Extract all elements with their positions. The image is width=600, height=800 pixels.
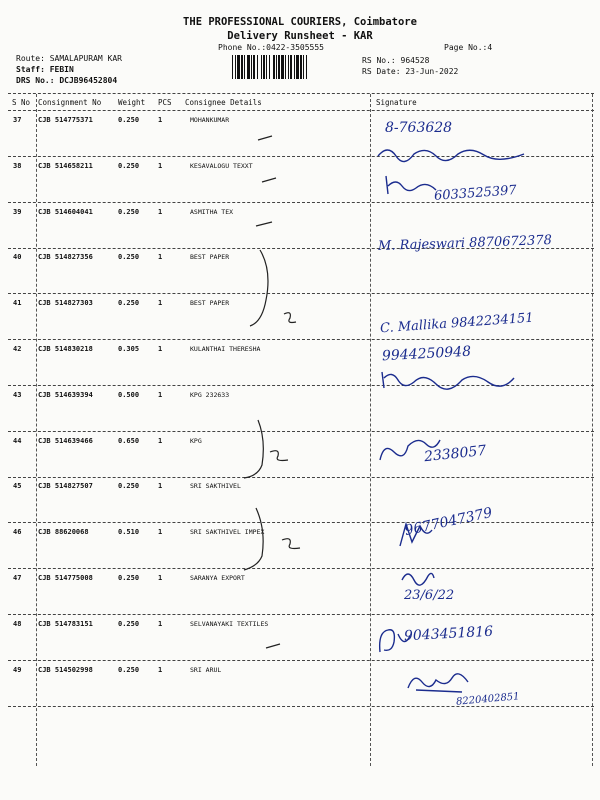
page-number: Page No.:4 [444,43,493,52]
col-signature: Signature [376,98,417,107]
bracket-2-mark [282,539,300,549]
consignment-number: CJB 514827303 [38,299,93,307]
consignee-name: SARANYA EXPORT [190,574,245,582]
serial-number: 45 [13,482,22,490]
serial-number: 49 [13,666,22,674]
bracket-2-mark [270,451,288,461]
bracket-mark [250,250,268,326]
weight-value: 0.250 [118,208,140,216]
signature-37-number: 8-763628 [385,120,453,136]
weight-value: 0.250 [118,299,140,307]
runsheet-title: Delivery Runsheet - KAR [227,30,373,42]
serial-number: 40 [13,253,22,261]
pieces-count: 1 [158,162,163,170]
col-consignee: Consignee Details [185,98,262,107]
consignee-name: SRI SAKTHIVEL [190,482,241,490]
pieces-count: 1 [158,482,163,490]
weight-value: 0.250 [118,253,140,261]
weight-value: 0.250 [118,116,140,124]
consignee-name: KPG 232633 [190,391,230,399]
phone-number: Phone No.:0422-3505555 [218,43,324,52]
rs-number: RS No.: 964528 [362,56,430,65]
pen-dash-mark [262,178,276,182]
col-pcs: PCS [158,98,172,107]
drs-number: DRS No.: DCJB96452804 [16,76,118,85]
weight-value: 0.250 [118,666,140,674]
consignment-number: CJB 514775008 [38,574,93,582]
consignment-number: CJB 514827356 [38,253,93,261]
consignee-name: SRI ARUL [190,666,222,674]
col-sno: S No [12,98,31,107]
consignee-name: BEST PAPER [190,253,230,261]
pieces-count: 1 [158,437,163,445]
pieces-count: 1 [158,208,163,216]
consignment-number: CJB 514830218 [38,345,93,353]
consignee-name: ASMITHA TEX [190,208,234,216]
weight-value: 0.500 [118,391,140,399]
pieces-count: 1 [158,299,163,307]
consignee-name: SELVANAYAKI TEXTILES [190,620,269,628]
pieces-count: 1 [158,345,163,353]
weight-value: 0.250 [118,620,140,628]
signature-38-number: 6033525397 [433,183,518,204]
serial-number: 46 [13,528,22,536]
staff-label: Staff: FEBIN [16,65,74,74]
pieces-count: 1 [158,574,163,582]
consignment-number: CJB 514604041 [38,208,93,216]
pen-dash-mark [258,136,272,140]
signature-46-number: 9677047379 [403,504,494,540]
weight-value: 0.250 [118,574,140,582]
serial-number: 47 [13,574,22,582]
signature-47-scribble [398,566,438,588]
consignment-number: CJB 514783151 [38,620,93,628]
signature-49-number: 8220402851 [455,691,520,708]
consignment-number: CJB 514639466 [38,437,93,445]
serial-number: 39 [13,208,22,216]
weight-value: 0.305 [118,345,140,353]
pen-dash-mark [266,644,280,648]
serial-number: 42 [13,345,22,353]
pieces-count: 1 [158,620,163,628]
consignment-number: CJB 514639394 [38,391,93,399]
consignment-number: CJB 514658211 [38,162,93,170]
signature-41: C. Mallika 9842234151 [379,310,535,337]
consignment-number: CJB 88620068 [38,528,89,536]
signature-37-scribble [374,140,534,164]
rs-date: RS Date: 23-Jun-2022 [362,67,459,76]
consignee-name: KULANTHAI THERESHA [190,345,261,353]
consignment-number: CJB 514502998 [38,666,93,674]
col-weight: Weight [118,98,146,107]
weight-value: 0.650 [118,437,140,445]
pieces-count: 1 [158,666,163,674]
company-title: THE PROFESSIONAL COURIERS, Coimbatore [183,16,417,28]
serial-number: 37 [13,116,22,124]
bracket-mark [244,508,263,570]
consignee-name: KPG [190,437,202,445]
signature-49-scribble [402,668,472,698]
consignee-name: BEST PAPER [190,299,230,307]
signature-47-date: 23/6/22 [404,588,455,603]
serial-number: 48 [13,620,22,628]
pen-dash-mark [256,222,272,226]
col-consignment: Consignment No [38,98,102,107]
pieces-count: 1 [158,253,163,261]
signature-44-number: 2338057 [423,442,488,466]
consignee-name: KESAVALOGU TEXXT [190,162,253,170]
bracket-2-mark [284,313,296,323]
pieces-count: 1 [158,116,163,124]
bracket-mark [244,420,263,478]
pieces-count: 1 [158,528,163,536]
consignee-name: MOHANKUMAR [190,116,230,124]
serial-number: 41 [13,299,22,307]
weight-value: 0.250 [118,162,140,170]
serial-number: 44 [13,437,22,445]
pieces-count: 1 [158,391,163,399]
signature-42-scribble [378,366,518,392]
serial-number: 43 [13,391,22,399]
consignee-name: SRI SAKTHIVEL IMPEX [190,528,265,536]
weight-value: 0.250 [118,482,140,490]
signature-39: M. Rajeswari 8870672378 [377,232,553,255]
serial-number: 38 [13,162,22,170]
consignment-number: CJB 514775371 [38,116,93,124]
signature-42-number: 9944250948 [381,343,472,365]
weight-value: 0.510 [118,528,140,536]
signature-48-number: 9043451816 [403,623,494,645]
route-label: Route: SAMALAPURAM KAR [16,54,122,63]
consignment-number: CJB 514827507 [38,482,93,490]
